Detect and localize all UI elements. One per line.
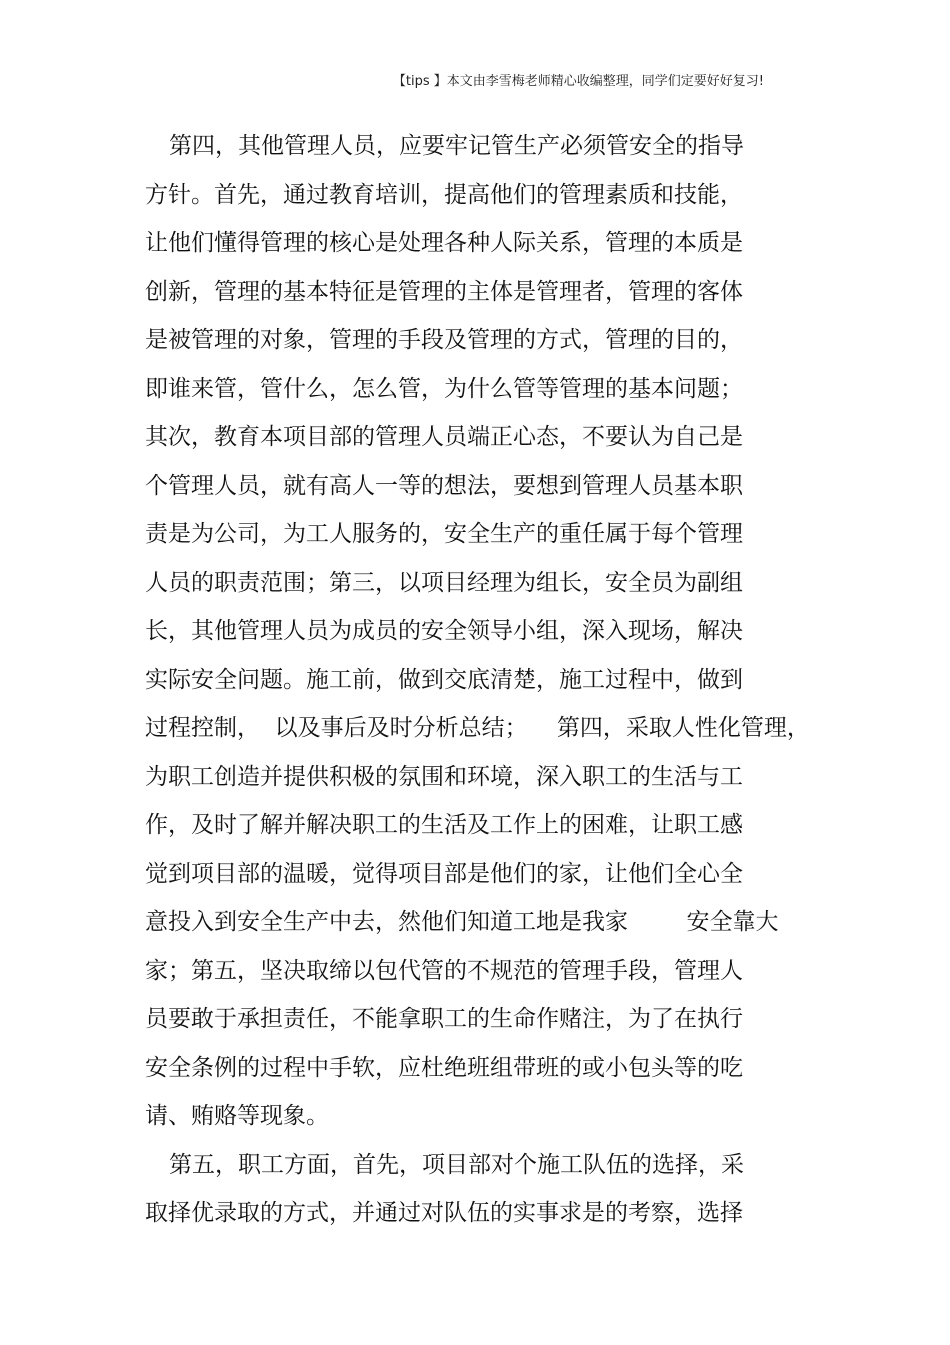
document-body — [145, 122, 810, 1238]
text-line: 请、贿赂等现象。 — [145, 1103, 329, 1129]
text-line: 意投入到安全生产中去，然他们知道工地是我家 安全靠大 — [145, 909, 779, 935]
text-line: 人员的职责范围；第三，以项目经理为组长，安全员为副组 — [145, 569, 743, 596]
text-line: 是被管理的对象，管理的手段及管理的方式，管理的目的， — [145, 327, 743, 353]
text-line: 取择优录取的方式，并通过对队伍的实事求是的考察，选择 — [145, 1200, 743, 1226]
text-line: 个管理人员，就有高人一等的想法，要想到管理人员基本职 — [145, 472, 743, 499]
text-line: 长，其他管理人员为成员的安全领导小组，深入现场，解决 — [145, 618, 743, 644]
text-line: 创新，管理的基本特征是管理的主体是管理者，管理的客体 — [145, 278, 743, 305]
paragraph-1 — [145, 122, 810, 1141]
paragraph-2 — [145, 1141, 795, 1238]
text-line: 责是为公司，为工人服务的，安全生产的重任属于每个管理 — [145, 521, 743, 547]
text-line: 第四，其他管理人员，应要牢记管生产必须管安全的指导 — [169, 133, 744, 159]
text-line: 作，及时了解并解决职工的生活及工作上的困难，让职工感 — [145, 812, 743, 838]
text-line: 其次，教育本项目部的管理人员端正心态，不要认为自己是 — [145, 424, 743, 450]
text-line: 过程控制， 以及事后及时分析总结； 第四，采取人性化管理， — [145, 715, 810, 741]
text-line: 方针。首先，通过教育培训，提高他们的管理素质和技能， — [145, 181, 743, 208]
header-tip: 【tips 】本文由李雪梅老师精心收编整理，同学们定要好好复习! — [392, 74, 764, 89]
text-line: 家；第五，坚决取缔以包代管的不规范的管理手段，管理人 — [145, 957, 743, 984]
text-line: 安全条例的过程中手软，应杜绝班组带班的或小包头等的吃 — [145, 1054, 743, 1081]
text-line: 即谁来管，管什么，怎么管，为什么管等管理的基本问题； — [145, 375, 743, 402]
text-line: 让他们懂得管理的核心是处理各种人际关系，管理的本质是 — [145, 230, 743, 256]
text-line: 第五，职工方面，首先，项目部对个施工队伍的选择，采 — [169, 1151, 744, 1178]
text-line: 员要敢于承担责任，不能拿职工的生命作赌注，为了在执行 — [145, 1006, 743, 1032]
text-line: 为职工创造并提供积极的氛围和环境，深入职工的生活与工 — [145, 763, 743, 790]
text-line: 实际安全问题。施工前，做到交底清楚，施工过程中，做到 — [145, 666, 743, 693]
text-line: 觉到项目部的温暖，觉得项目部是他们的家，让他们全心全 — [145, 860, 743, 887]
